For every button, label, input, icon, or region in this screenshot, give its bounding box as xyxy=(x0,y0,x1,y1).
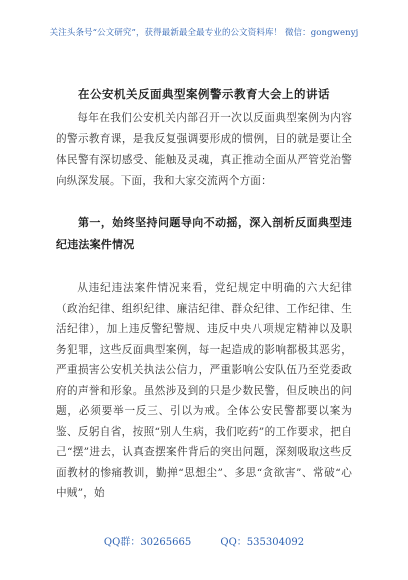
document-title: 在公安机关反面典型案例警示教育大会上的讲话 xyxy=(78,87,330,101)
section-1-body: 从违纪违法案件情况来看，党纪规定中明确的六大纪律（政治纪律、组织纪律、廉洁纪律、群众纪律、工作纪律、生活纪律），加上违反警纪警规、违反中央八项规定精神以及职务犯罪，这些反面典型案例，每一起造成的影响都极其恶劣，严重损害公安机关执法公信力，严重影响公安队伍乃至党委政府的声誉和形象。虽然涉及到的只是少数民警，但反映出的问题，必须要举一反三、引以为戒。全体公安民警都要以案为鉴、反躬自省，按照“别人生病，我们吃药”的工作要求，把自己“摆”进去，认真查摆案件背后的突出问题，深刻吸取这些反面教材的惨痛教训，勤掸“思想尘”、多思“贪欲害”、常破“心中贼”，始 xyxy=(56,282,352,499)
section-1-heading: 第一，始终坚持问题导向不动摇，深入剖析反面典型违纪违法案件情况 xyxy=(56,216,352,251)
footer-contacts xyxy=(0,533,408,548)
header-promo-note: 关注头条号“公文研究”，获得最新最全最专业的公文资料库！ 微信：gongwenyj xyxy=(49,28,359,38)
intro-paragraph: 每年在我们公安机关内部召开一次以反面典型案例为内容的警示教育课，是我反复强调要形成的惯例，目的就是要让全体民警有深切感受、能触及灵魂，真正推动全面从严管党治警向纵深发展。下面，我和大家交流两个方面： xyxy=(56,112,352,187)
footer-qq-group: QQ群：30265665 xyxy=(103,537,192,548)
footer-qq-number: QQ：535304092 xyxy=(220,537,305,548)
